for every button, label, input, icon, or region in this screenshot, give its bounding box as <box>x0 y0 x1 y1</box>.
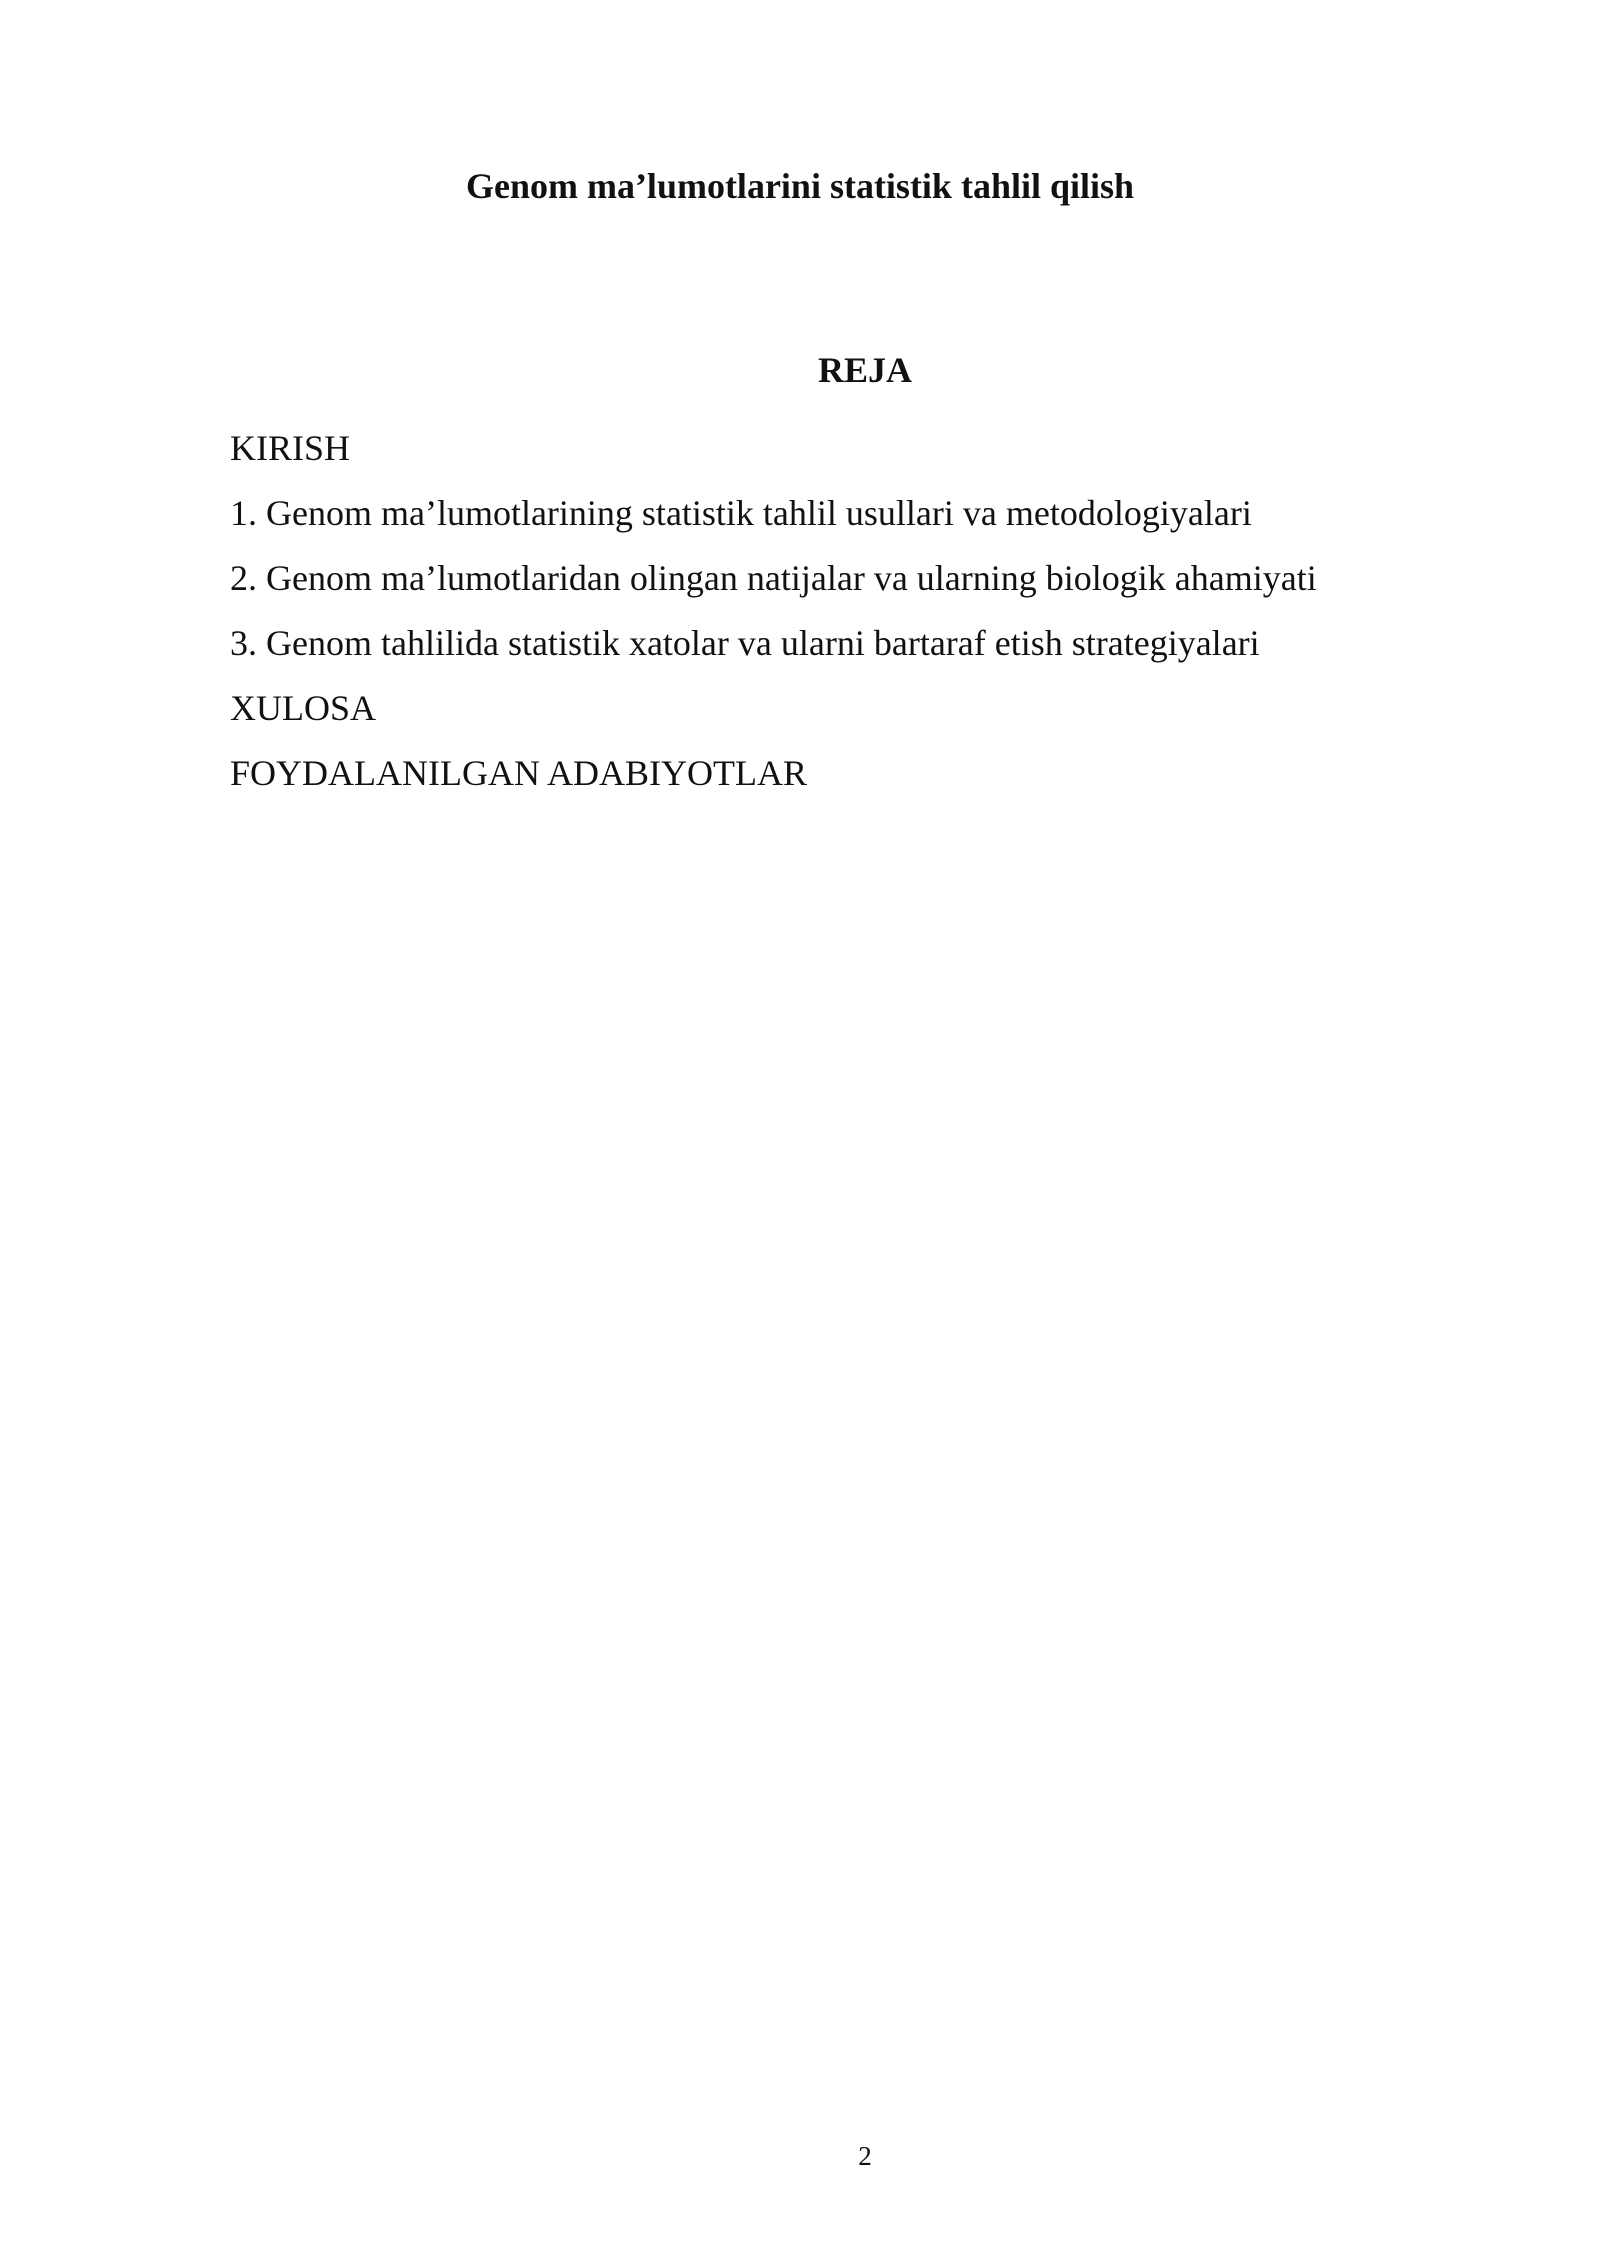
plan-item-intro: KIRISH <box>230 428 351 468</box>
document-title: Genom ma’lumotlarini statistik tahlil qilish <box>465 166 1135 206</box>
plan-list <box>230 416 1430 806</box>
plan-item-1: 1. Genom ma’lumotlarining statistik tahlil usullari va metodologiyalari <box>230 493 1252 533</box>
plan-item-3: 3. Genom tahlilida statistik xatolar va ularni bartaraf etish strategiyalari <box>230 623 1260 663</box>
plan-item-2: 2. Genom ma’lumotlaridan olingan natijalar va ularning biologik ahamiyati <box>230 558 1317 598</box>
plan-item-conclusion: XULOSA <box>230 688 377 728</box>
plan-heading: REJA <box>817 350 912 390</box>
plan-item-references: FOYDALANILGAN ADABIYOTLAR <box>230 753 807 793</box>
page-number: 2 <box>858 2141 872 2171</box>
